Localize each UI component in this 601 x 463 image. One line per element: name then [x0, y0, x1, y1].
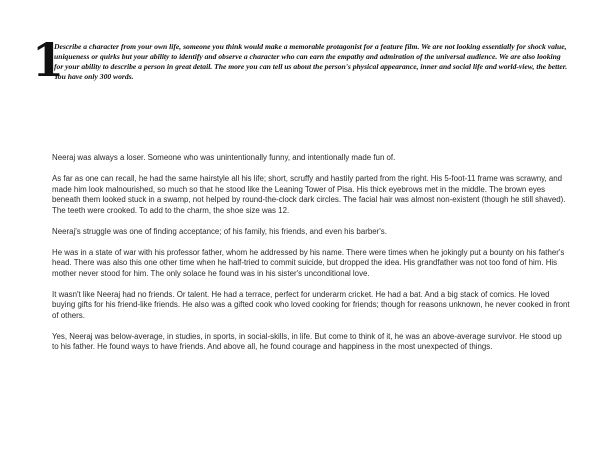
answer-paragraph: As far as one can recall, he had the same hairstyle all his life; short, scruffy and hastily parted from the right. His 5-foot-11 frame was scrawny, and made him look malnourished, so much so that he stood like the Leaning Tower of Pisa. His thick eyebrows met in the middle. The brown eyes beneath them looked stuck in a swamp, not helped by round-the-clock dark circles. The facial hair was almost non-existent (though he still shaved). The teeth were crooked. To add to the charm, the shoe size was 12. — [52, 174, 566, 215]
answer-paragraph: Neeraj was always a loser. Someone who was unintentionally funny, and intentionally made fun of. — [52, 153, 396, 162]
answer-paragraph: It wasn't like Neeraj had no friends. Or talent. He had a terrace, perfect for underarm cricket. He had a bat. And a big stack of comics. He loved buying gifts for his friend-like friends. He also was a gifted cook who loved cooking for friends; though for reasons unknown, he never cooked in front of others. — [52, 289, 570, 320]
question-number: 1 — [32, 33, 64, 87]
question-text: Describe a character from your own life, someone you think would make a memorable protagonist for a feature film. We are not looking essentially for shock value, uniqueness or quirks but your ability to identify and observe a character who can earn the empathy and admiration of the universal audience. We are also looking for your ability to describe a person in great detail. The more you can tell us about the person's physical appearance, inner and social life and world-view, the better. You have only 300 words. — [54, 42, 568, 81]
answer-paragraph: He was in a state of war with his professor father, whom he addressed by his name. There were times when he jokingly put a bounty on his father's head. There was also this one other time when he half-tried to commit suicide, but dropped the idea. His grandfather was not too fond of him. His mother never stood for him. The only solace he found was in his sister's unconditional love. — [52, 247, 565, 278]
answer-body — [52, 153, 570, 363]
answer-paragraph: Yes, Neeraj was below-average, in studies, in sports, in social-skills, in life. But come to think of it, he was an above-average survivor. He stood up to his father. He found ways to have friends. And above all, he found courage and happiness in the most unexpected of things. — [52, 331, 562, 351]
answer-paragraph: Neeraj's struggle was one of finding acceptance; of his family, his friends, and even his barber's. — [52, 226, 387, 236]
